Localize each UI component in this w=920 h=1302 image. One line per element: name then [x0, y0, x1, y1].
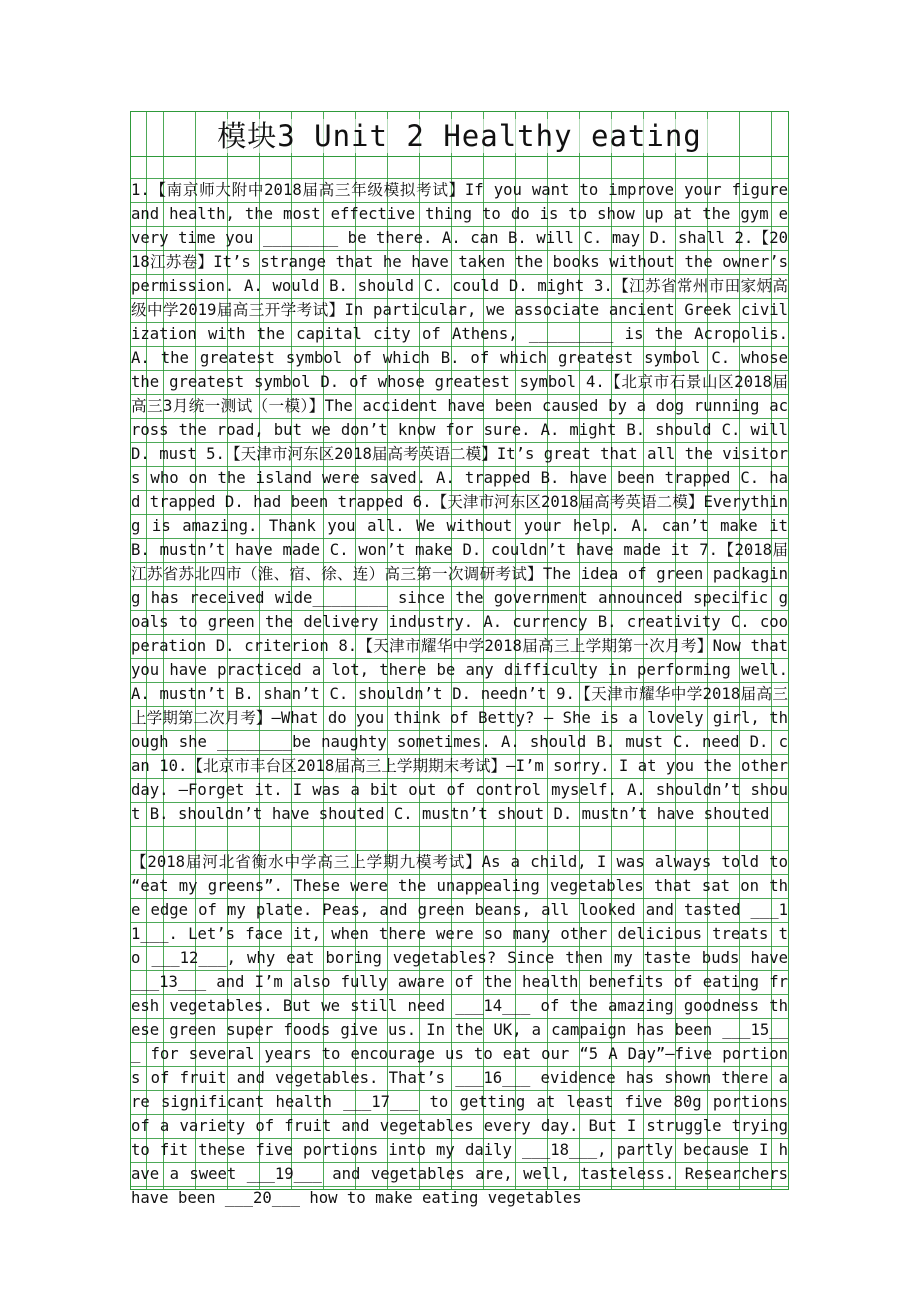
passage-paragraph: 【2018届河北省衡水中学高三上学期九模考试】As a child, I was always told to “eat my greens”. These were the unappealing vegetables that sat on the edge of my plate. Peas, and green beans, all looked and tasted ___11___. Let’s face it, when there were so many other delicious treats to ___12___, why eat boring vegetables? Since then my taste buds have ___13___ and I’m also fully aware of the health benefits of eating fresh vegetables. But we still need ___14___ of the amazing goodness these green super foods give us. In the UK, a campaign has been ___15___ for several years to encourage us to eat our “5 A Day”—five portions of fruit and vegetables. That’s ___16___ evidence has shown there are significant health ___17___ to getting at least five 80g portions of a variety of fruit and vegetables every day. But I struggle trying to fit these five portions into my daily ___18___, partly because I have a sweet ___19___ and vegetables are, well, tasteless. Researchers have been ___20___ how to make eating vegetables	[131, 853, 788, 1207]
title-text: 模块3 Unit 2 Healthy eating	[211, 119, 708, 153]
questions-paragraph: 1.【南京师大附中2018届高三年级模拟考试】If you want to improve your figure and health, the most effective thing to do is to show up at the gym every time you ________ be there. A. can B. will C. may D. shall 2.【2018江苏卷】It’s strange that he have taken the books without the owner’s permission. A. would B. should C. could D. might 3.【江苏省常州市田家炳高级中学2019届高三开学考试】In particular, we associate ancient Greek civilization with the capital city of Athens, _________ is the Acropolis. A. the greatest symbol of which B. of which greatest symbol C. whose the greatest symbol D. of whose greatest symbol 4.【北京市石景山区2018届高三3月统一测试（一模）】The accident have been caused by a dog running across the road, but we don’t know for sure. A. might B. should C. will D. must 5.【天津市河东区2018届高考英语二模】It’s great that all the visitors who on the island were saved. A. trapped B. have been trapped C. had trapped D. had been trapped 6.【天津市河东区2018届高考英语二模】Everything is amazing. Thank you all. We without your help. A. can’t make it B. mustn’t have made C. won’t make D. couldn’t have made it 7.【2018届江苏省苏北四市（淮、宿、徐、连）高三第一次调研考试】The idea of green packaging has received wide________ since the government announced specific goals to green the delivery industry. A. currency B. creativity C. cooperation D. criterion 8.【天津市耀华中学2018届高三上学期第一次月考】Now that you have practiced a lot, there be any difficulty in performing well. A. mustn’t B. shan’t C. shouldn’t D. needn’t 9.【天津市耀华中学2018届高三上学期第二次月考】—What do you think of Betty? — She is a lovely girl, though she ________be naughty sometimes. A. should B. must C. need D. can 10.【北京市丰台区2018届高三上学期期末考试】—I’m sorry. I at you the other day. —Forget it. I was a bit out of control myself. A. shouldn’t shout B. shouldn’t have shouted C. mustn’t shout D. mustn’t have shouted	[131, 181, 788, 823]
title-band	[131, 112, 788, 157]
document-page	[130, 111, 789, 1207]
page-title	[131, 114, 788, 155]
document-body	[131, 178, 788, 1210]
